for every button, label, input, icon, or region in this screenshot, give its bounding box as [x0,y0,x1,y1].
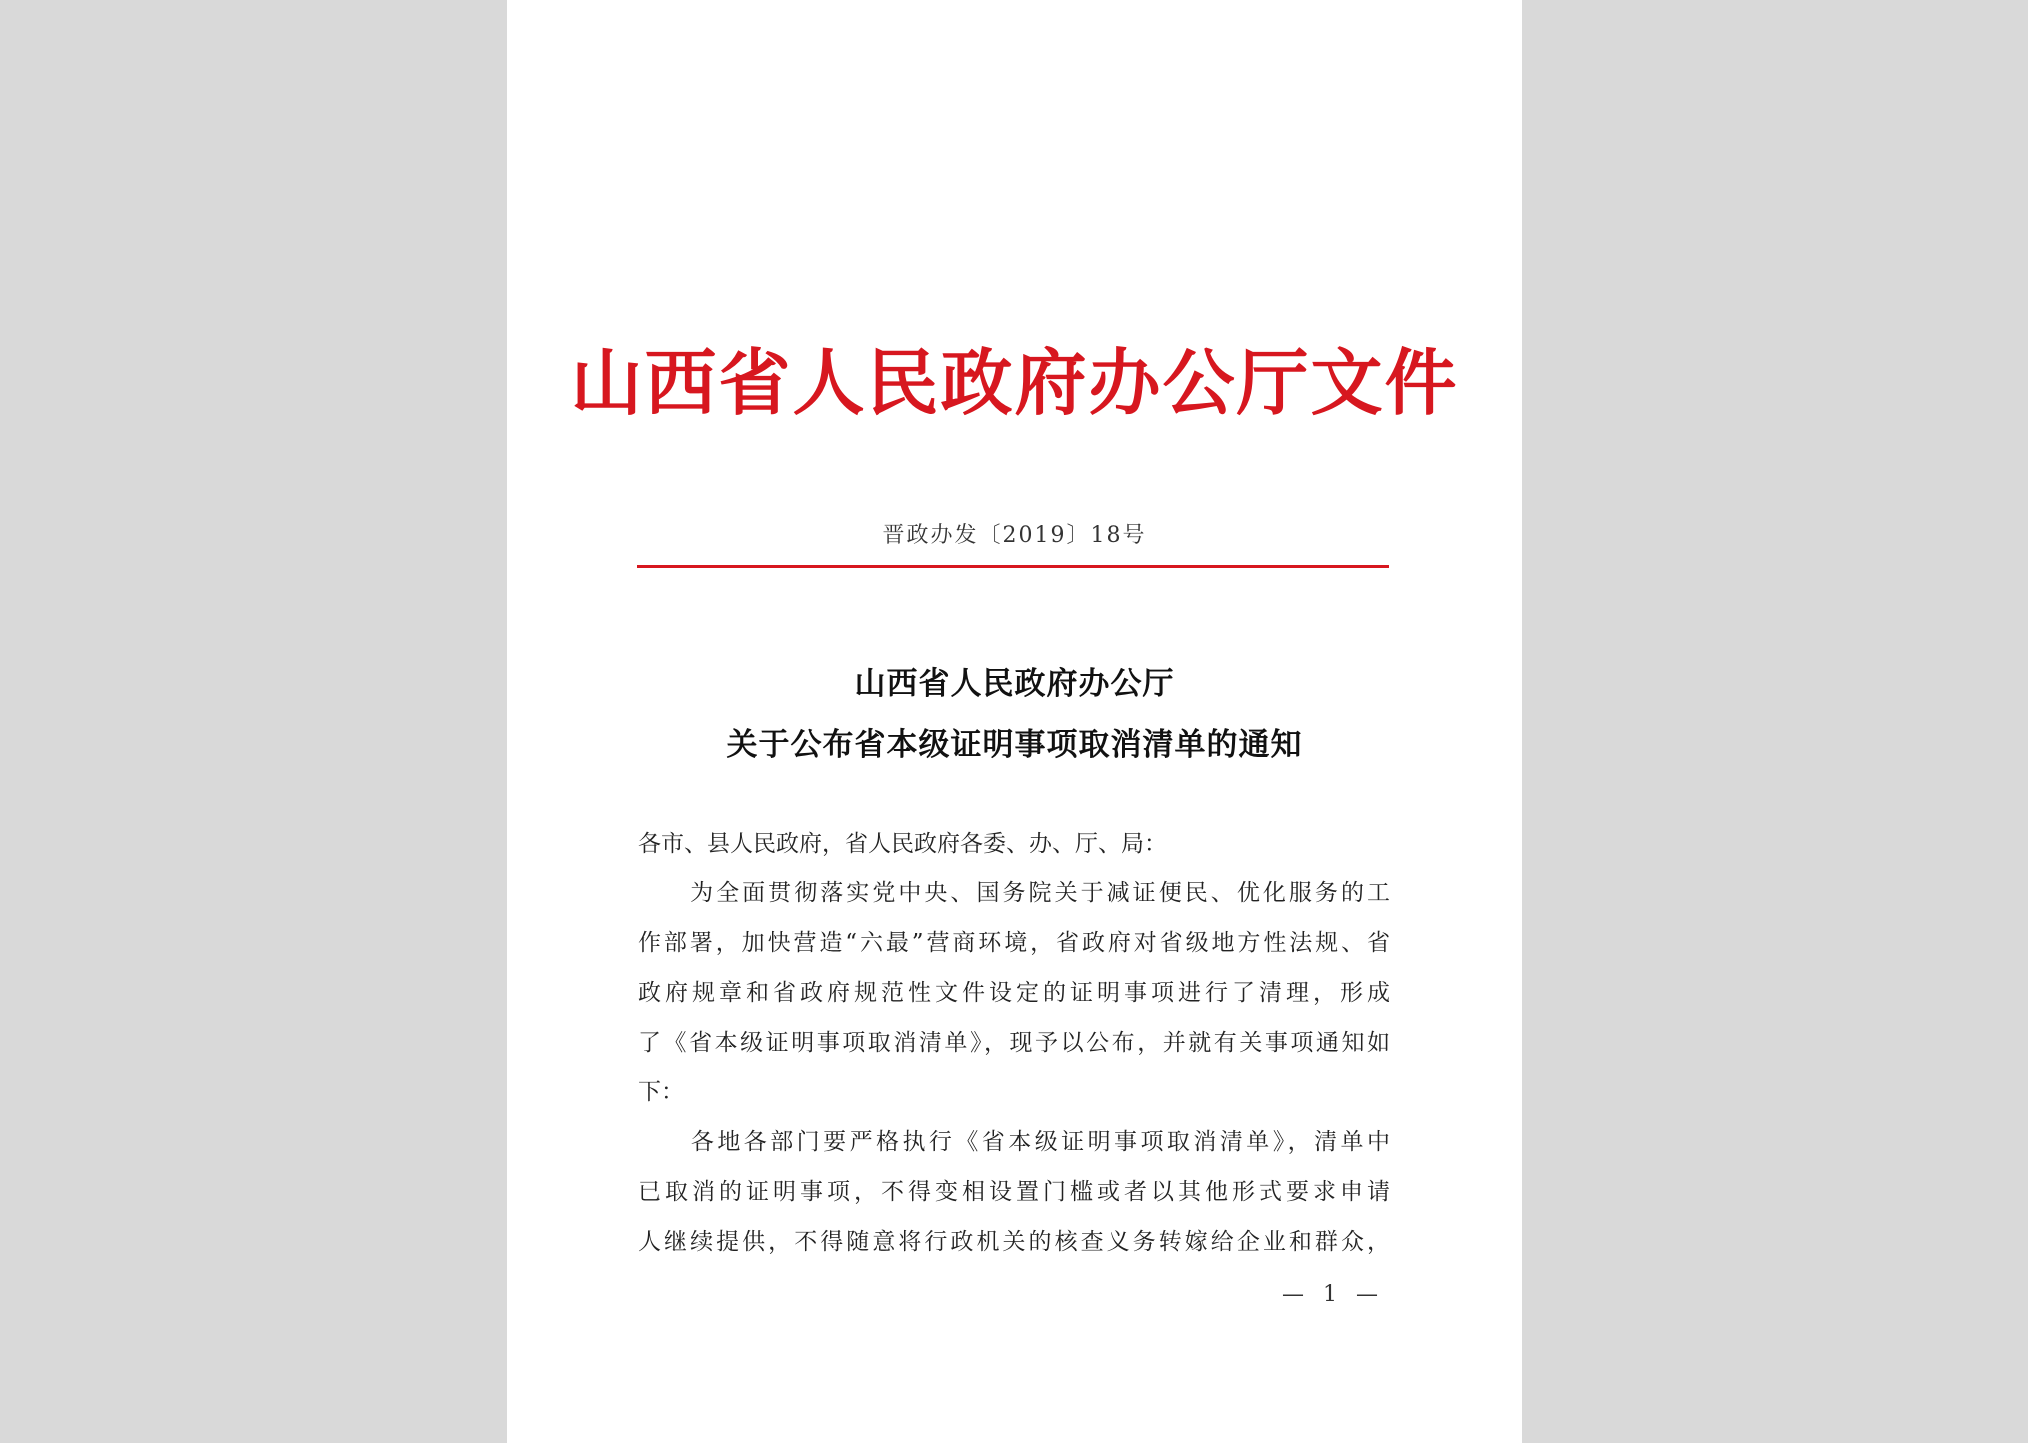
body-line: 人继续提供，不得随意将行政机关的核查义务转嫁给企业和群众， [638,1229,1390,1255]
body-line: 下： [638,1079,684,1105]
body-line: 各地各部门要严格执行《省本级证明事项取消清单》，清单中 [638,1129,1390,1155]
body-line: 已取消的证明事项，不得变相设置门槛或者以其他形式要求申请 [638,1179,1390,1205]
body-line: 了《省本级证明事项取消清单》，现予以公布，并就有关事项通知如 [638,1030,1390,1056]
notice-title-line-1: 山西省人民政府办公厅 [854,666,1175,702]
page-number: — 1 — [1282,1282,1384,1307]
body-line: 为全面贯彻落实党中央、国务院关于减证便民、优化服务的工 [638,880,1390,906]
body-line: 政府规章和省政府规范性文件设定的证明事项进行了清理，形成 [638,980,1390,1006]
red-separator-line [637,565,1389,568]
issuing-authority-header: 山西省人民政府办公厅文件 [570,340,1459,425]
document-page [507,0,1522,1443]
notice-title-line-2: 关于公布省本级证明事项取消清单的通知 [726,727,1303,763]
document-number: 晋政办发〔2019〕18号 [882,523,1147,548]
body-line: 作部署，加快营造“六最”营商环境，省政府对省级地方性法规、省 [638,930,1390,956]
salutation-line: 各市、县人民政府，省人民政府各委、办、厅、局： [638,831,1167,857]
